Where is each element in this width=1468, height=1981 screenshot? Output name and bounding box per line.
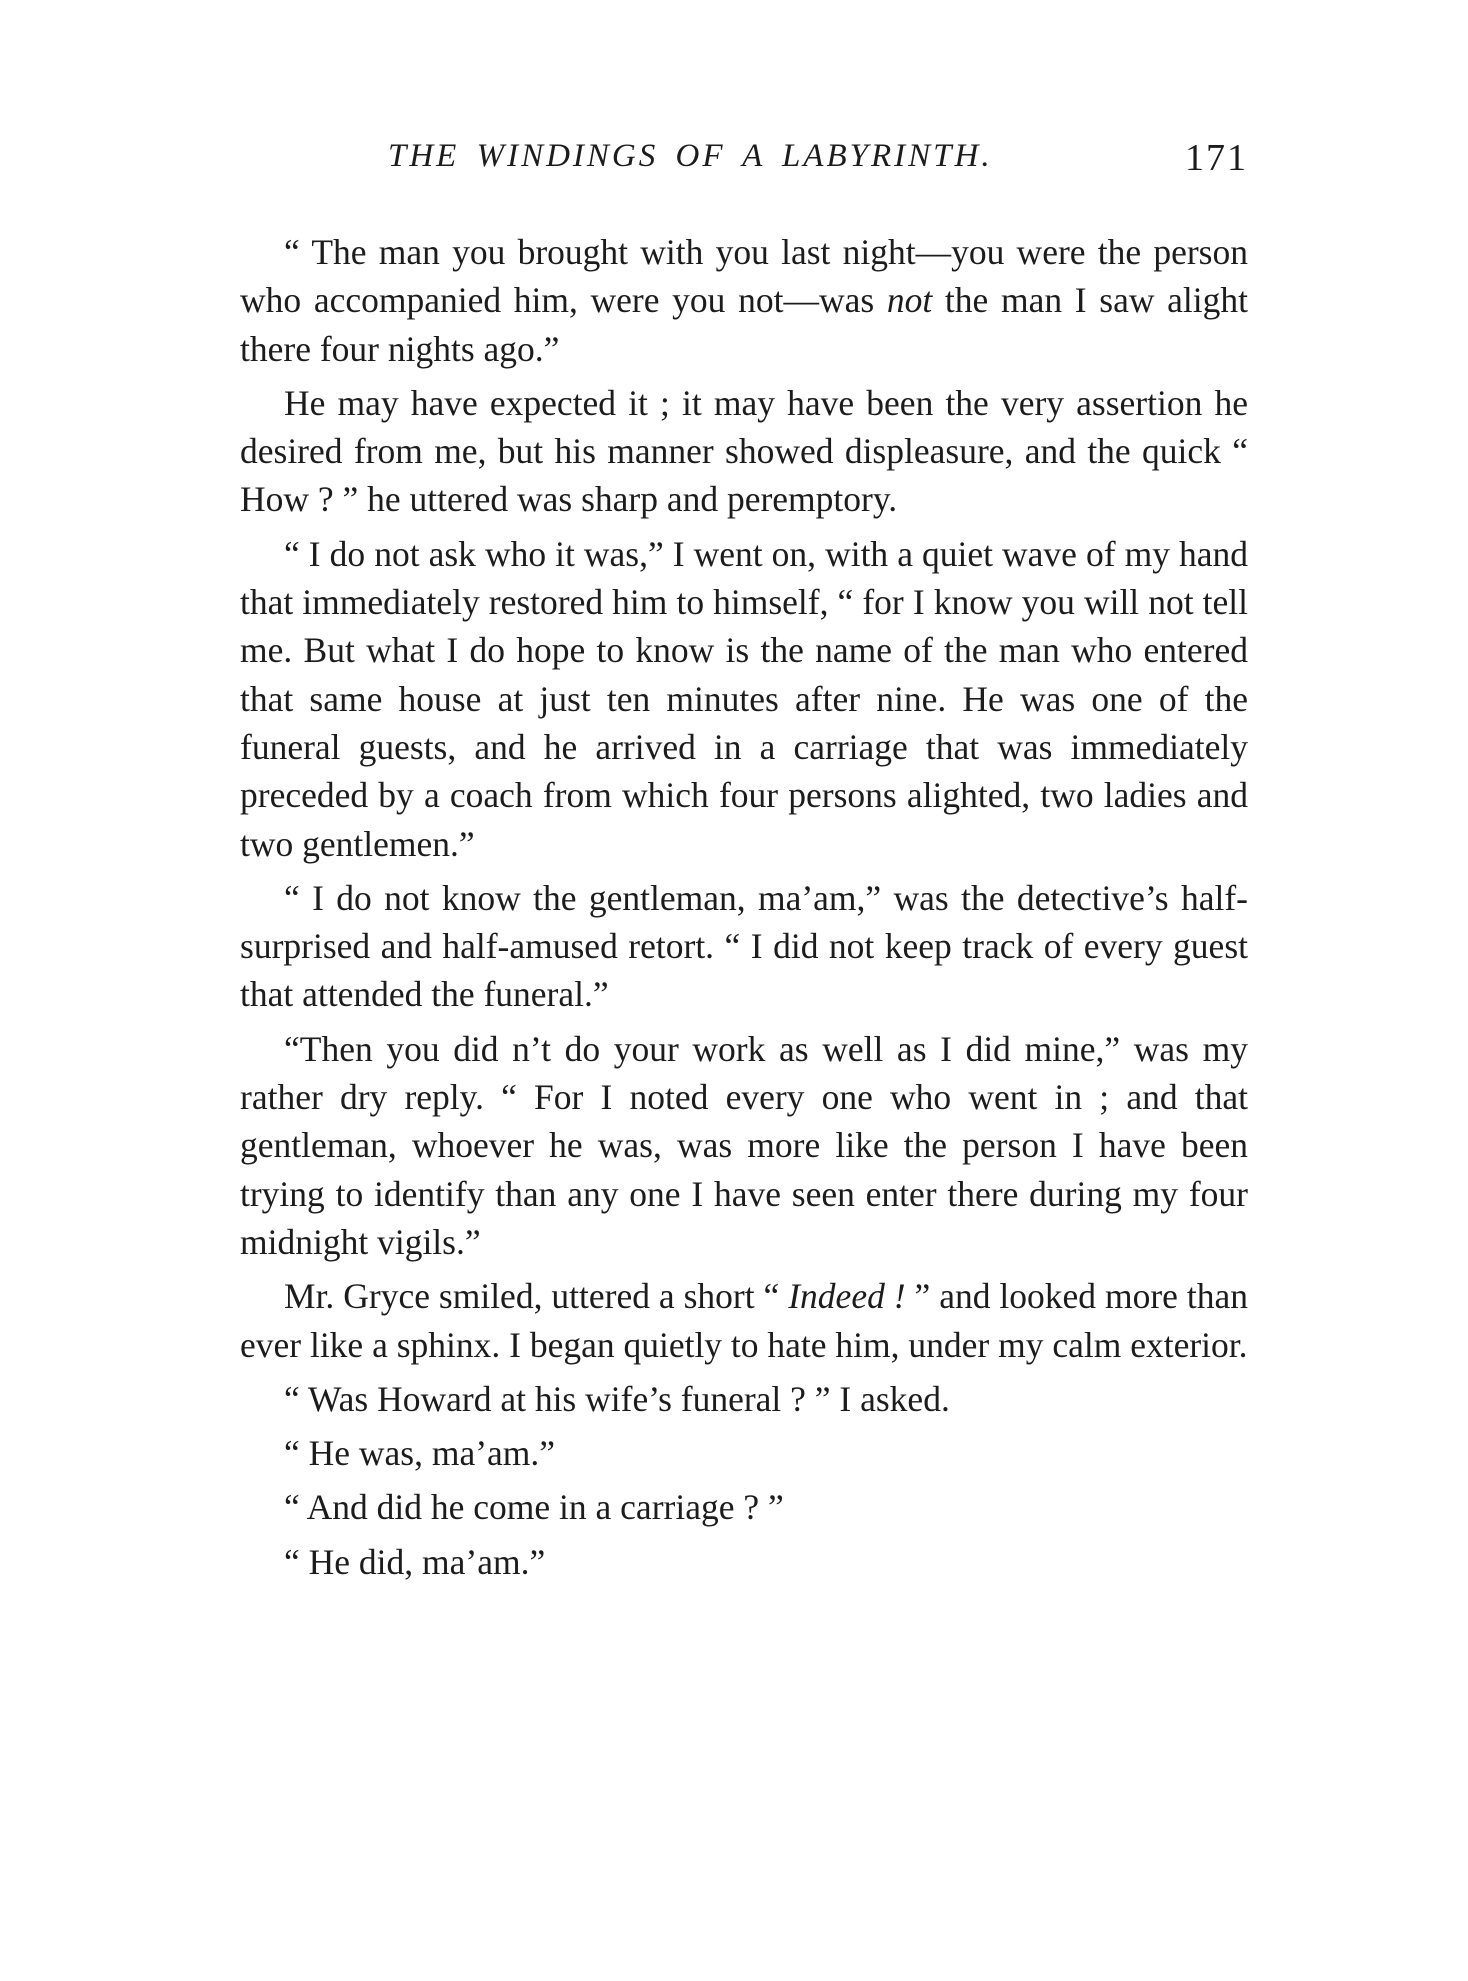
paragraph-1: “ The man you brought with you last night—you were the person who accompanied him, were you not—was not the man I saw alight there four nights ago.” xyxy=(240,232,1248,369)
paragraph-8: “ He was, ma’am.” xyxy=(284,1433,556,1474)
paragraph-6: Mr. Gryce smiled, uttered a short “ Indeed ! ” and looked more than ever like a sphinx. I began quietly to hate him, under my calm exterior. xyxy=(240,1276,1248,1365)
paragraph-3: “ I do not ask who it was,” I went on, with a quiet wave of my hand that immediately restored him to himself, “ for I know you will not tell me. But what I do hope to know is the name of the man who entered that same house at just ten minutes after nine. He was one of the funeral guests, and he arrived in a carriage that was immediately preceded by a coach from which four persons alighted, two ladies and two gentlemen.” xyxy=(240,533,1248,864)
emphasis-not: not xyxy=(886,280,933,321)
body-text xyxy=(240,228,1248,1586)
paragraph-2: He may have expected it ; it may have been the very assertion he desired from me, but his manner showed displeasure, and the quick “ How ? ” he uttered was sharp and peremptory. xyxy=(240,382,1248,520)
paragraph-7: “ Was Howard at his wife’s funeral ? ” I asked. xyxy=(284,1378,950,1419)
paragraph-9: “ And did he come in a carriage ? ” xyxy=(284,1487,784,1528)
running-title: THE WINDINGS OF A LABYRINTH. xyxy=(388,138,993,174)
paragraph-4: “ I do not know the gentleman, ma’am,” was the detective’s half-surprised and half-amused retort. “ I did not keep track of every guest that attended the funeral.” xyxy=(240,877,1248,1015)
emphasis-indeed: Indeed ! xyxy=(788,1276,906,1317)
paragraph-10: “ He did, ma’am.” xyxy=(284,1541,546,1582)
paragraph-5: “Then you did n’t do your work as well as I did mine,” was my rather dry reply. “ For I noted every one who went in ; and that gentleman, whoever he was, was more like the person I have been trying to identify than any one I have seen enter there during my four midnight vigils.” xyxy=(240,1028,1248,1262)
running-head xyxy=(240,138,1248,188)
page-number: 171 xyxy=(1185,137,1248,179)
